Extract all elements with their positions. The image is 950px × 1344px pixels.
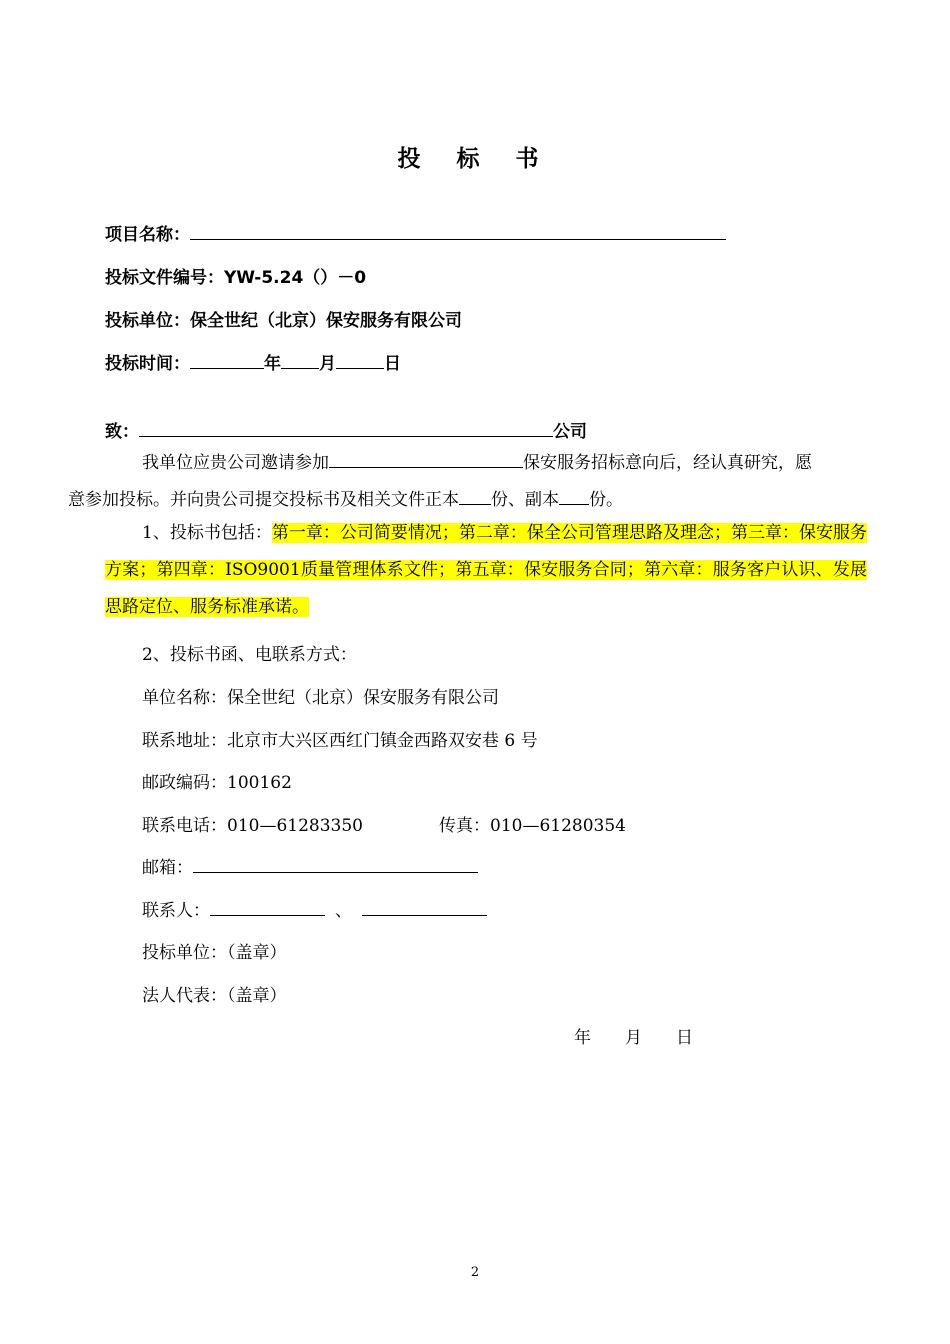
intro-part3: 意参加投标。并向贵公司提交投标书及相关文件正本 <box>68 490 459 510</box>
to-label: 致： <box>105 422 139 442</box>
project-name-blank <box>190 220 726 240</box>
address-line: 联系地址：北京市大兴区西红门镇金西路双安巷 6 号 <box>142 731 538 751</box>
month-blank <box>281 349 319 369</box>
postcode-line: 邮政编码：100162 <box>142 773 292 793</box>
bidder-label: 投标单位： <box>105 311 190 331</box>
contact-separator: 、 <box>335 901 352 921</box>
item1-highlight: 第一章：公司简要情况；第二章：保全公司管理思路及理念；第三章：保安服务方案；第四章：ISO9001质量管理体系文件；第五章：保安服务合同；第六章：服务客户认识、发展思路定位、服务标准承诺。 <box>105 523 867 617</box>
project-blank <box>329 448 523 468</box>
bidder-line <box>105 306 462 331</box>
fax-line: 传真：010—61280354 <box>439 816 626 836</box>
phone-line: 联系电话：010—61283350 <box>142 816 363 836</box>
company-suffix: 公司 <box>553 422 587 442</box>
file-number-label: 投标文件编号： <box>105 268 224 288</box>
file-number-value: YW-5.24（）－0 <box>224 268 367 288</box>
legal-rep-line: 法人代表：（盖章） <box>142 986 287 1006</box>
original-count-blank <box>459 485 491 505</box>
bidder-value: 保全世纪（北京）保安服务有限公司 <box>190 311 462 331</box>
recipient-line <box>105 417 587 442</box>
email-blank <box>193 853 478 873</box>
year-char: 年 <box>264 354 281 374</box>
document-title: 投 标 书 <box>397 146 553 172</box>
seal-unit-line: 投标单位：（盖章） <box>142 943 287 963</box>
email-label: 邮箱： <box>142 858 193 878</box>
intro-paragraph <box>68 445 867 519</box>
recipient-blank <box>139 417 553 437</box>
contact-blank-1 <box>210 896 325 916</box>
bid-time-label: 投标时间： <box>105 354 190 374</box>
contact-label: 联系人： <box>142 901 210 921</box>
project-name-line <box>105 220 726 245</box>
contact-blank-2 <box>362 896 487 916</box>
copy-count-blank <box>559 485 589 505</box>
year-blank <box>190 349 264 369</box>
page-number: 2 <box>470 1265 480 1280</box>
intro-part4: 份、副本 <box>491 490 559 510</box>
file-number-line <box>105 263 366 288</box>
item1-paragraph <box>105 515 867 626</box>
signature-date: 年 月 日 <box>574 1028 693 1048</box>
unit-name-line: 单位名称：保全世纪（北京）保安服务有限公司 <box>142 688 499 708</box>
project-name-label: 项目名称： <box>105 225 190 245</box>
contact-line <box>142 896 487 921</box>
day-char: 日 <box>384 354 401 374</box>
intro-part1: 我单位应贵公司邀请参加 <box>142 453 329 473</box>
email-line <box>142 853 478 878</box>
intro-part2: 保安服务招标意向后，经认真研究，愿 <box>523 453 812 473</box>
month-char: 月 <box>319 354 336 374</box>
bid-time-line <box>105 349 401 374</box>
intro-part5: 份。 <box>589 490 623 510</box>
day-blank <box>336 349 384 369</box>
item1-prefix: 1、投标书包括： <box>142 523 272 543</box>
item2-line: 2、投标书函、电联系方式： <box>142 645 357 665</box>
